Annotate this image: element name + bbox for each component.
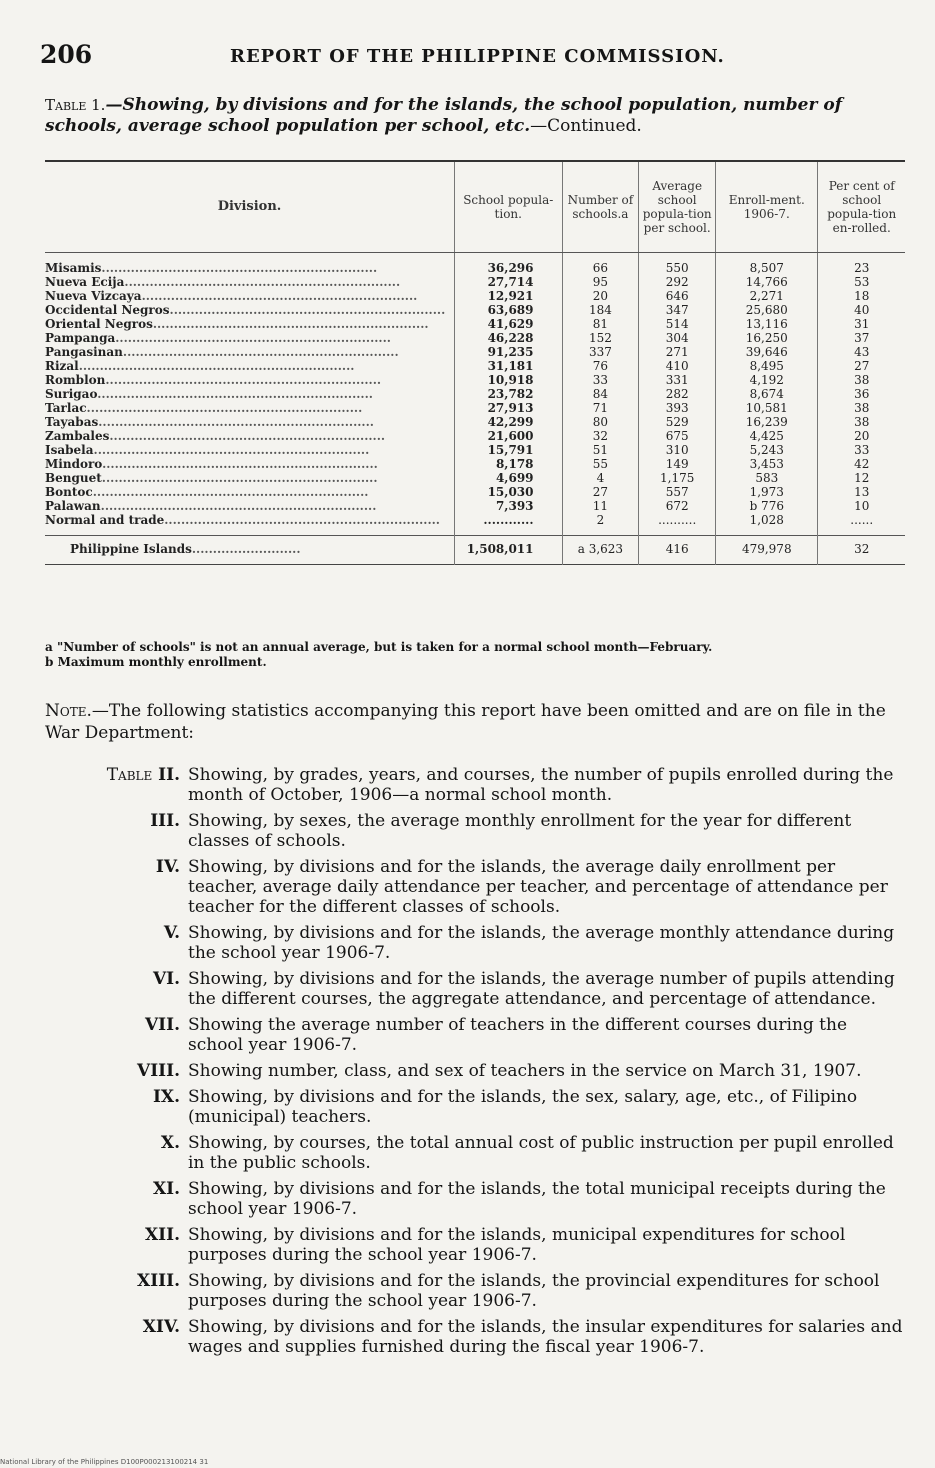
- list-item-text: Showing, by divisions and for the islands, the sex, salary, age, etc., of Filipino (municipal) teachers.: [188, 1087, 858, 1127]
- list-item: [45, 1179, 905, 1219]
- list-item-label: Table II.: [106, 765, 180, 785]
- cell-population: 91,235: [455, 345, 563, 359]
- cell-population: 21,600: [455, 429, 563, 443]
- total-percent: 32: [818, 536, 905, 565]
- table-row: [45, 401, 905, 415]
- cell-percent: 20: [818, 429, 905, 443]
- cell-division: Palawan..................................................................: [45, 499, 377, 513]
- cell-schools: 33: [562, 373, 639, 387]
- cell-average: 310: [639, 443, 716, 457]
- cell-average: 529: [639, 415, 716, 429]
- list-item-label: VII.: [144, 1015, 180, 1035]
- cell-population: 4,699: [455, 471, 563, 485]
- cell-enrollment: 583: [716, 471, 818, 485]
- table-caption-continued: —Continued.: [530, 116, 642, 136]
- cell-population: 41,629: [455, 317, 563, 331]
- cell-schools: 84: [562, 387, 639, 401]
- cell-enrollment: 10,581: [716, 401, 818, 415]
- table-row: [45, 485, 905, 499]
- list-item-text: Showing, by sexes, the average monthly enrollment for the year for different classes of schools.: [188, 811, 852, 851]
- note-lead: Note.: [45, 701, 92, 721]
- list-item-label: XIII.: [137, 1271, 180, 1291]
- table-row: [45, 359, 905, 373]
- cell-division: Mindoro..................................................................: [45, 457, 378, 471]
- total-average: 416: [639, 536, 716, 565]
- cell-population: 7,393: [455, 499, 563, 513]
- list-item: [45, 1133, 905, 1173]
- cell-division: Nueva Ecija..................................................................: [45, 275, 401, 289]
- cell-population: 46,228: [455, 331, 563, 345]
- cell-schools: 27: [562, 485, 639, 499]
- cell-average: 331: [639, 373, 716, 387]
- cell-schools: 20: [562, 289, 639, 303]
- cell-percent: 23: [818, 253, 905, 276]
- table-row: [45, 345, 905, 359]
- cell-percent: 13: [818, 485, 905, 499]
- list-item-text: Showing, by divisions and for the islands, municipal expenditures for school purposes during the school year 1906-7.: [188, 1225, 846, 1265]
- table-row: [45, 499, 905, 513]
- list-item: [45, 1061, 905, 1081]
- cell-average: 292: [639, 275, 716, 289]
- table-row: [45, 429, 905, 443]
- list-item-text: Showing, by divisions and for the islands, the average monthly attendance during the school year 1906-7.: [188, 923, 895, 963]
- cell-schools: 337: [562, 345, 639, 359]
- cell-average: 514: [639, 317, 716, 331]
- cell-percent: 27: [818, 359, 905, 373]
- table-row: [45, 387, 905, 401]
- cell-average: 646: [639, 289, 716, 303]
- cell-average: 271: [639, 345, 716, 359]
- list-item: [45, 1015, 905, 1055]
- cell-division: Occidental Negros..................................................................: [45, 303, 446, 317]
- cell-schools: 4: [562, 471, 639, 485]
- cell-division: Tayabas..................................................................: [45, 415, 374, 429]
- cell-enrollment: 39,646: [716, 345, 818, 359]
- table-caption-title: —Showing, by divisions and for the islands, the school population, number of schools, average school population per school, etc.: [45, 95, 843, 136]
- list-item-label: IX.: [152, 1087, 180, 1107]
- school-statistics-table: [45, 160, 905, 565]
- list-item: [45, 1087, 905, 1127]
- table-row: [45, 275, 905, 289]
- note-text: —The following statistics accompanying this report have been omitted and are on file in the War Department:: [45, 701, 886, 743]
- cell-average: 347: [639, 303, 716, 317]
- cell-division: Zambales..................................................................: [45, 429, 386, 443]
- list-item-text: Showing, by divisions and for the islands, the average daily enrollment per teacher, average daily attendance per teacher, and percentage of attendance per teacher for the different classes of schools.: [188, 857, 888, 917]
- cell-average: 149: [639, 457, 716, 471]
- table-row: [45, 289, 905, 303]
- cell-enrollment: 1,973: [716, 485, 818, 499]
- list-item: [45, 969, 905, 1009]
- cell-percent: 36: [818, 387, 905, 401]
- cell-division: Tarlac..................................................................: [45, 401, 363, 415]
- list-item-text: Showing, by courses, the total annual cost of public instruction per pupil enrolled in the public schools.: [188, 1133, 894, 1173]
- total-enrollment: 479,978: [716, 536, 818, 565]
- cell-division: Rizal..................................................................: [45, 359, 355, 373]
- cell-population: 31,181: [455, 359, 563, 373]
- cell-schools: 32: [562, 429, 639, 443]
- cell-enrollment: b 776: [716, 499, 818, 513]
- cell-average: 1,175: [639, 471, 716, 485]
- list-item: [45, 1271, 905, 1311]
- cell-population: ............: [455, 513, 563, 536]
- header-population: School popula-tion.: [455, 161, 563, 253]
- cell-average: 282: [639, 387, 716, 401]
- table-row: [45, 513, 905, 536]
- cell-schools: 95: [562, 275, 639, 289]
- cell-division: Pangasinan..................................................................: [45, 345, 399, 359]
- cell-population: 15,030: [455, 485, 563, 499]
- cell-average: 410: [639, 359, 716, 373]
- table-row: [45, 443, 905, 457]
- cell-population: 27,913: [455, 401, 563, 415]
- cell-percent: 37: [818, 331, 905, 345]
- list-item-label: VIII.: [137, 1061, 180, 1081]
- cell-schools: 55: [562, 457, 639, 471]
- cell-schools: 152: [562, 331, 639, 345]
- table-caption: [45, 95, 905, 137]
- cell-division: Pampanga..................................................................: [45, 331, 391, 345]
- cell-percent: 18: [818, 289, 905, 303]
- header-schools: Number of schools.a: [562, 161, 639, 253]
- table-row: [45, 331, 905, 345]
- cell-schools: 184: [562, 303, 639, 317]
- cell-percent: 43: [818, 345, 905, 359]
- cell-average: 672: [639, 499, 716, 513]
- footnote-b: b Maximum monthly enrollment.: [45, 655, 267, 669]
- cell-average: 393: [639, 401, 716, 415]
- cell-schools: 2: [562, 513, 639, 536]
- header-average: Average school popula-tion per school.: [639, 161, 716, 253]
- cell-average: 304: [639, 331, 716, 345]
- table-row: [45, 317, 905, 331]
- cell-schools: 76: [562, 359, 639, 373]
- cell-enrollment: 16,250: [716, 331, 818, 345]
- list-item-text: Showing, by divisions and for the islands, the provincial expenditures for school purposes during the school year 1906-7.: [188, 1271, 880, 1311]
- cell-percent: 38: [818, 415, 905, 429]
- table-caption-lead: Table 1.: [45, 96, 106, 114]
- omitted-tables-list: [45, 765, 905, 1363]
- cell-enrollment: 3,453: [716, 457, 818, 471]
- list-item: [45, 1225, 905, 1265]
- cell-average: ..........: [639, 513, 716, 536]
- cell-percent: 38: [818, 401, 905, 415]
- table-row: [45, 457, 905, 471]
- page-number: 206: [40, 40, 93, 69]
- cell-population: 8,178: [455, 457, 563, 471]
- header-percent: Per cent of school popula-tion en-rolled.: [818, 161, 905, 253]
- list-item-label: IV.: [155, 857, 180, 877]
- cell-schools: 51: [562, 443, 639, 457]
- table-row: [45, 253, 905, 276]
- table-footnotes: [45, 640, 915, 670]
- cell-percent: 53: [818, 275, 905, 289]
- cell-average: 550: [639, 253, 716, 276]
- cell-percent: 38: [818, 373, 905, 387]
- table-body: [45, 253, 905, 536]
- cell-enrollment: 2,271: [716, 289, 818, 303]
- cell-percent: 42: [818, 457, 905, 471]
- cell-division: Romblon..................................................................: [45, 373, 382, 387]
- cell-division: Surigao..................................................................: [45, 387, 373, 401]
- cell-percent: 40: [818, 303, 905, 317]
- cell-percent: ......: [818, 513, 905, 536]
- cell-enrollment: 4,192: [716, 373, 818, 387]
- cell-division: Nueva Vizcaya..................................................................: [45, 289, 418, 303]
- list-item-label: III.: [150, 811, 180, 831]
- list-item-label: VI.: [152, 969, 180, 989]
- cell-average: 557: [639, 485, 716, 499]
- cell-division: Benguet..................................................................: [45, 471, 378, 485]
- cell-population: 27,714: [455, 275, 563, 289]
- cell-enrollment: 13,116: [716, 317, 818, 331]
- cell-enrollment: 25,680: [716, 303, 818, 317]
- cell-enrollment: 4,425: [716, 429, 818, 443]
- cell-schools: 80: [562, 415, 639, 429]
- footnote-a: a "Number of schools" is not an annual average, but is taken for a normal school month—February.: [45, 640, 713, 654]
- cell-schools: 71: [562, 401, 639, 415]
- cell-division: Bontoc..................................................................: [45, 485, 369, 499]
- list-item-label: XIV.: [142, 1317, 180, 1337]
- list-item: [45, 857, 905, 917]
- list-item: [45, 923, 905, 963]
- cell-division: Isabela..................................................................: [45, 443, 370, 457]
- total-division: Philippine Islands..........................: [45, 536, 455, 565]
- list-item-text: Showing, by grades, years, and courses, the number of pupils enrolled during the month of October, 1906—a normal school month.: [188, 765, 894, 805]
- total-population: 1,508,011: [455, 536, 563, 565]
- cell-division: Oriental Negros..................................................................: [45, 317, 429, 331]
- cell-enrollment: 8,674: [716, 387, 818, 401]
- cell-percent: 12: [818, 471, 905, 485]
- cell-schools: 66: [562, 253, 639, 276]
- cell-average: 675: [639, 429, 716, 443]
- list-item: [45, 1317, 905, 1357]
- total-schools: a 3,623: [562, 536, 639, 565]
- list-item-label: X.: [160, 1133, 180, 1153]
- cell-enrollment: 16,239: [716, 415, 818, 429]
- cell-schools: 81: [562, 317, 639, 331]
- table-row: [45, 373, 905, 387]
- omitted-statistics-note: [45, 700, 905, 744]
- list-item-label: XII.: [144, 1225, 180, 1245]
- cell-percent: 10: [818, 499, 905, 513]
- table-header-row: [45, 161, 905, 253]
- page-header: [40, 40, 900, 80]
- cell-population: 23,782: [455, 387, 563, 401]
- cell-population: 15,791: [455, 443, 563, 457]
- cell-division: Misamis..................................................................: [45, 261, 378, 275]
- cell-population: 42,299: [455, 415, 563, 429]
- cell-enrollment: 5,243: [716, 443, 818, 457]
- table-row: [45, 303, 905, 317]
- table-row: [45, 415, 905, 429]
- list-item-text: Showing the average number of teachers in the different courses during the school year 1906-7.: [188, 1015, 848, 1055]
- cell-schools: 11: [562, 499, 639, 513]
- table-row: [45, 471, 905, 485]
- cell-percent: 31: [818, 317, 905, 331]
- header-enrollment: Enroll-ment. 1906-7.: [716, 161, 818, 253]
- cell-enrollment: 1,028: [716, 513, 818, 536]
- list-item: [45, 811, 905, 851]
- list-item-text: Showing, by divisions and for the islands, the average number of pupils attending the different courses, the aggregate attendance, and percentage of attendance.: [188, 969, 895, 1009]
- cell-enrollment: 8,507: [716, 253, 818, 276]
- list-item-label: XI.: [152, 1179, 180, 1199]
- cell-population: 12,921: [455, 289, 563, 303]
- cell-percent: 33: [818, 443, 905, 457]
- header-division: Division.: [45, 161, 455, 253]
- cell-population: 36,296: [455, 253, 563, 276]
- table-total-row: [45, 536, 905, 565]
- cell-population: 63,689: [455, 303, 563, 317]
- cell-population: 10,918: [455, 373, 563, 387]
- cell-enrollment: 14,766: [716, 275, 818, 289]
- library-stamp: National Library of the Philippines D100P000213100214 31: [0, 1458, 209, 1466]
- list-item-text: Showing number, class, and sex of teachers in the service on March 31, 1907.: [188, 1061, 862, 1081]
- running-title: REPORT OF THE PHILIPPINE COMMISSION.: [230, 46, 725, 67]
- list-item-text: Showing, by divisions and for the islands, the insular expenditures for salaries and wages and supplies furnished during the fiscal year 1906-7.: [188, 1317, 903, 1357]
- cell-enrollment: 8,495: [716, 359, 818, 373]
- list-item-text: Showing, by divisions and for the islands, the total municipal receipts during the school year 1906-7.: [188, 1179, 886, 1219]
- list-item-label: V.: [163, 923, 180, 943]
- list-item: [45, 765, 905, 805]
- cell-division: Normal and trade..................................................................: [45, 513, 440, 527]
